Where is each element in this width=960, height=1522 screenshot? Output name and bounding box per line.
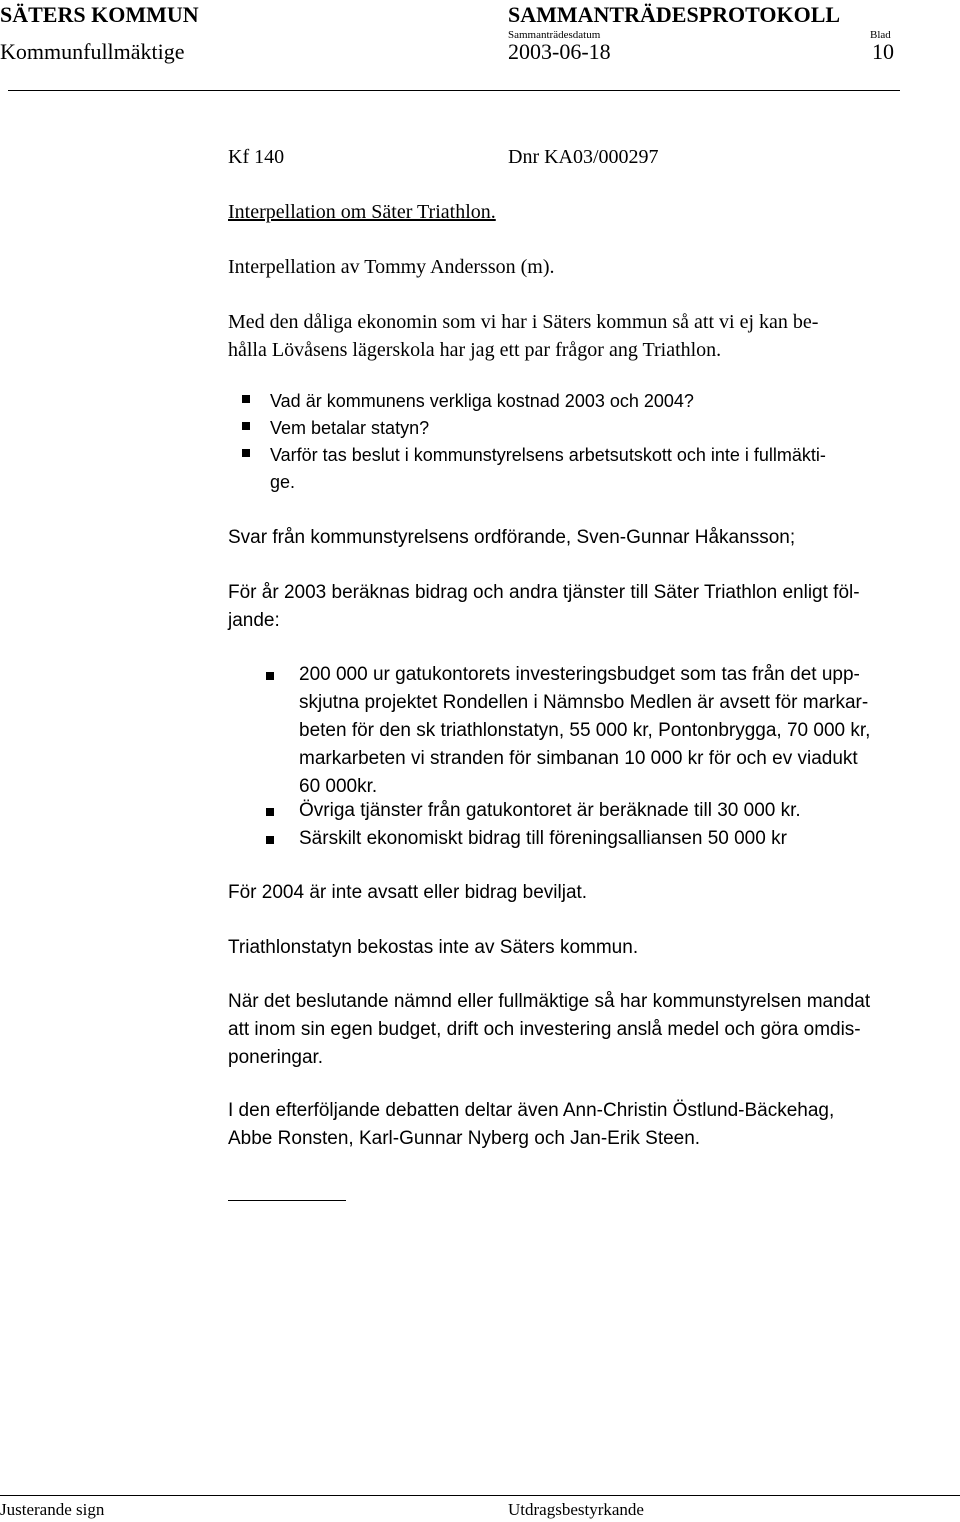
statue-note: Triathlonstatyn bekostas inte av Säters kommun. <box>228 937 639 958</box>
page-label: Blad <box>870 29 891 41</box>
mandate-paragraph <box>228 988 960 1072</box>
question-item-continuation: ge. <box>270 472 296 492</box>
cost-item-line: beten för den sk triathlonstatyn, 55 000 kr, Pontonbrygga, 70 000 kr, <box>299 720 871 741</box>
debate-line: I den efterföljande debatten deltar även Ann-Christin Östlund-Bäckehag, <box>228 1100 835 1121</box>
debate-line: Abbe Ronsten, Karl-Gunnar Nyberg och Jan-Erik Steen. <box>228 1128 701 1149</box>
intro-line: hålla Lövåsens lägerskola har jag ett par frågor ang Triathlon. <box>228 339 722 361</box>
question-item: Vem betalar statyn? <box>270 418 430 438</box>
end-rule <box>228 1200 346 1201</box>
year-intro <box>228 579 960 635</box>
cost-item-line: 200 000 ur gatukontorets investeringsbudget som tas från det upp- <box>299 664 860 685</box>
case-title: Interpellation om Säter Triathlon. <box>228 201 496 223</box>
bullet-icon <box>266 836 274 844</box>
assembly-name: Kommunfullmäktige <box>0 39 185 64</box>
cost-item <box>299 661 870 801</box>
page-number: 10 <box>872 39 894 64</box>
mandate-line: poneringar. <box>228 1047 324 1068</box>
debate-paragraph <box>228 1097 960 1153</box>
bullet-icon <box>266 672 274 680</box>
org-name: SÄTERS KOMMUN <box>0 2 199 27</box>
question-item: Vad är kommunens verkliga kostnad 2003 och 2004? <box>270 391 694 411</box>
question-item: Varför tas beslut i kommunstyrelsens arbetsutskott och inte i fullmäkti- <box>270 445 826 465</box>
mandate-line: När det beslutande nämnd eller fullmäktige så har kommunstyrelsen mandat <box>228 991 871 1012</box>
intro-paragraph <box>228 308 960 364</box>
footer-rule <box>0 1495 960 1496</box>
bullet-icon <box>266 808 274 816</box>
cost-item: Övriga tjänster från gatukontoret är beräknade till 30 000 kr. <box>299 800 801 821</box>
header-rule <box>8 90 900 91</box>
year-intro-line: För år 2003 beräknas bidrag och andra tjänster till Säter Triathlon enligt föl- <box>228 582 860 603</box>
intro-line: Med den dåliga ekonomin som vi har i Säters kommun så att vi ej kan be- <box>228 311 819 333</box>
answer-intro: Svar från kommunstyrelsens ordförande, Sven-Gunnar Håkansson; <box>228 527 796 548</box>
cost-item-line: markarbeten vi stranden för simbanan 10 000 kr för och ev viadukt <box>299 748 858 769</box>
year-intro-line: jande: <box>228 610 280 631</box>
mandate-line: att inom sin egen budget, drift och investering anslå medel och göra omdis- <box>228 1019 861 1040</box>
year-2004-note: För 2004 är inte avsatt eller bidrag beviljat. <box>228 882 588 903</box>
diary-number: Dnr KA03/000297 <box>508 146 659 168</box>
cost-item-line: skjutna projektet Rondellen i Nämnsbo Medlen är avsett för markar- <box>299 692 869 713</box>
bullet-icon <box>242 449 250 457</box>
meeting-date: 2003-06-18 <box>508 39 611 64</box>
footer-certification-label: Utdragsbestyrkande <box>508 1500 644 1519</box>
interpellation-author: Interpellation av Tommy Andersson (m). <box>228 256 555 278</box>
cost-item: Särskilt ekonomiskt bidrag till föreningsalliansen 50 000 kr <box>299 828 787 849</box>
document-type: SAMMANTRÄDESPROTOKOLL <box>508 2 841 27</box>
footer-signature-label: Justerande sign <box>0 1500 105 1519</box>
case-number: Kf 140 <box>228 146 285 168</box>
date-label: Sammanträdesdatum <box>508 29 601 41</box>
cost-item-line: 60 000kr. <box>299 776 378 797</box>
bullet-icon <box>242 422 250 430</box>
bullet-icon <box>242 395 250 403</box>
